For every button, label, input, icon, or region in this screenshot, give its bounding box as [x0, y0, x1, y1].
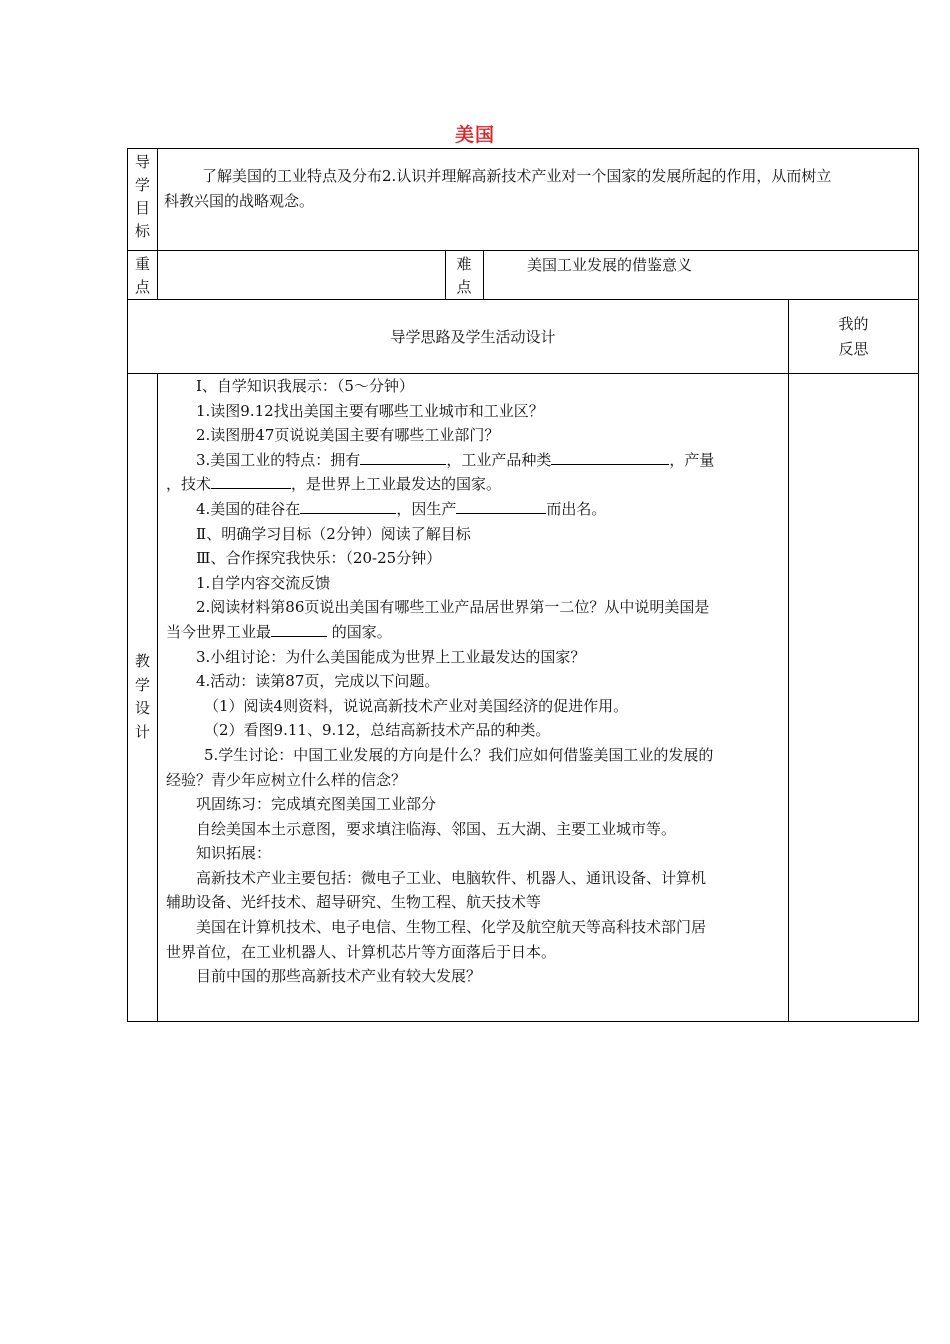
- table-divider: [788, 299, 789, 1022]
- activity-line: 经验？青少年应树立什么样的信念？: [166, 770, 407, 789]
- fill-blank[interactable]: [271, 621, 327, 637]
- reflection-header: [789, 312, 918, 361]
- reflection-header-line: 反思: [838, 339, 869, 358]
- text-fragment: 4.美国的硅谷在: [196, 499, 301, 518]
- knowledge-line: 目前中国的那些高新技术产业有较大发展？: [196, 967, 482, 986]
- text-fragment: 当今世界工业最: [166, 622, 272, 641]
- practice-line: 自绘美国本土示意图，要求填注临海、邻国、五大湖、主要工业城市等。: [196, 819, 677, 838]
- activity-line: 5.学生讨论：中国工业发展的方向是什么？我们应如何借鉴美国工业的发展的: [204, 745, 714, 764]
- design-header: 导学思路及学生活动设计: [390, 328, 556, 346]
- section-heading: Ⅰ、自学知识我展示：（5～分钟）: [196, 377, 414, 395]
- knowledge-line: 美国在计算机技术、电子电信、生物工程、化学及航空航天等高科技术部门居: [196, 918, 707, 937]
- activity-line: [166, 620, 786, 645]
- table-divider: [445, 250, 446, 300]
- text-fragment: ，因生产: [396, 499, 457, 518]
- question-line: [166, 472, 786, 497]
- text-fragment: 的国家。: [327, 622, 392, 641]
- knowledge-line: 世界首位，在工业机器人、计算机芯片等方面落后于日本。: [166, 942, 557, 961]
- table-divider: [483, 250, 484, 300]
- reflection-header-line: 我的: [838, 315, 869, 333]
- question-line: [166, 448, 786, 473]
- text-fragment: ，工业产品种类: [446, 450, 552, 469]
- activity-subline: （2）看图9.11、9.12，总结高新技术产品的种类。: [204, 721, 551, 740]
- fill-blank[interactable]: [300, 498, 396, 514]
- activity-subline: （1）阅读4则资料，说说高新技术产业对美国经济的促进作用。: [204, 696, 629, 715]
- activity-line: 2.阅读材料第86页说出美国有哪些工业产品居世界第一二位？从中说明美国是: [196, 598, 710, 617]
- knowledge-line: 辅助设备、光纤技术、超导研究、生物工程、航天技术等: [166, 893, 542, 912]
- table-divider: [127, 250, 919, 251]
- question-line: 1.读图9.12找出美国主要有哪些工业城市和工业区？: [196, 401, 544, 420]
- goals-label: 导学目标: [134, 153, 150, 240]
- text-fragment: ，技术: [166, 475, 212, 494]
- text-fragment: ，产量: [669, 450, 715, 469]
- difficulty-label: 难点: [456, 255, 472, 296]
- fill-blank[interactable]: [211, 473, 291, 489]
- table-divider: [127, 299, 919, 300]
- teaching-label: 教学设计: [134, 652, 150, 741]
- goals-line: 了解美国的工业特点及分布2.认识并理解高新技术产业对一个国家的发展所起的作用，从而树立: [202, 167, 832, 185]
- table-border-bottom: [127, 1021, 919, 1022]
- table-divider: [157, 148, 158, 300]
- table-divider: [157, 373, 158, 1022]
- table-border-right: [918, 148, 919, 1022]
- section-heading: Ⅲ、合作探究我快乐：（20-25分钟）: [196, 549, 442, 568]
- table-border-top: [127, 148, 919, 149]
- knowledge-line: 高新技术产业主要包括：微电子工业、电脑软件、机器人、通讯设备、计算机: [196, 868, 707, 887]
- activity-line: 3.小组讨论：为什么美国能成为世界上工业最发达的国家？: [196, 647, 586, 666]
- section-heading: Ⅱ、明确学习目标（2分钟）阅读了解目标: [196, 524, 471, 543]
- teaching-content: [166, 374, 786, 989]
- question-line: 2.读图册47页说说美国主要有哪些工业部门？: [196, 426, 500, 445]
- activity-line: 4.活动：读第87页，完成以下问题。: [196, 672, 440, 691]
- goals-line: 科教兴国的战略观念。: [164, 191, 315, 210]
- text-fragment: 而出名。: [546, 499, 607, 518]
- difficulty-value: 美国工业发展的借鉴意义: [527, 256, 693, 274]
- section-heading: 知识拓展：: [196, 844, 272, 863]
- fill-blank[interactable]: [360, 449, 446, 465]
- key-points-label: 重点: [134, 255, 150, 296]
- fill-blank[interactable]: [456, 498, 546, 514]
- question-line: [166, 497, 786, 522]
- fill-blank[interactable]: [551, 449, 669, 465]
- activity-line: 1.自学内容交流反馈: [196, 573, 331, 592]
- text-fragment: 3.美国工业的特点：拥有: [196, 450, 361, 469]
- goals-text: [164, 164, 916, 213]
- page-title: 美国: [454, 124, 495, 146]
- text-fragment: ，是世界上工业最发达的国家。: [291, 475, 502, 494]
- practice-line: 巩固练习：完成填充图美国工业部分: [196, 795, 437, 814]
